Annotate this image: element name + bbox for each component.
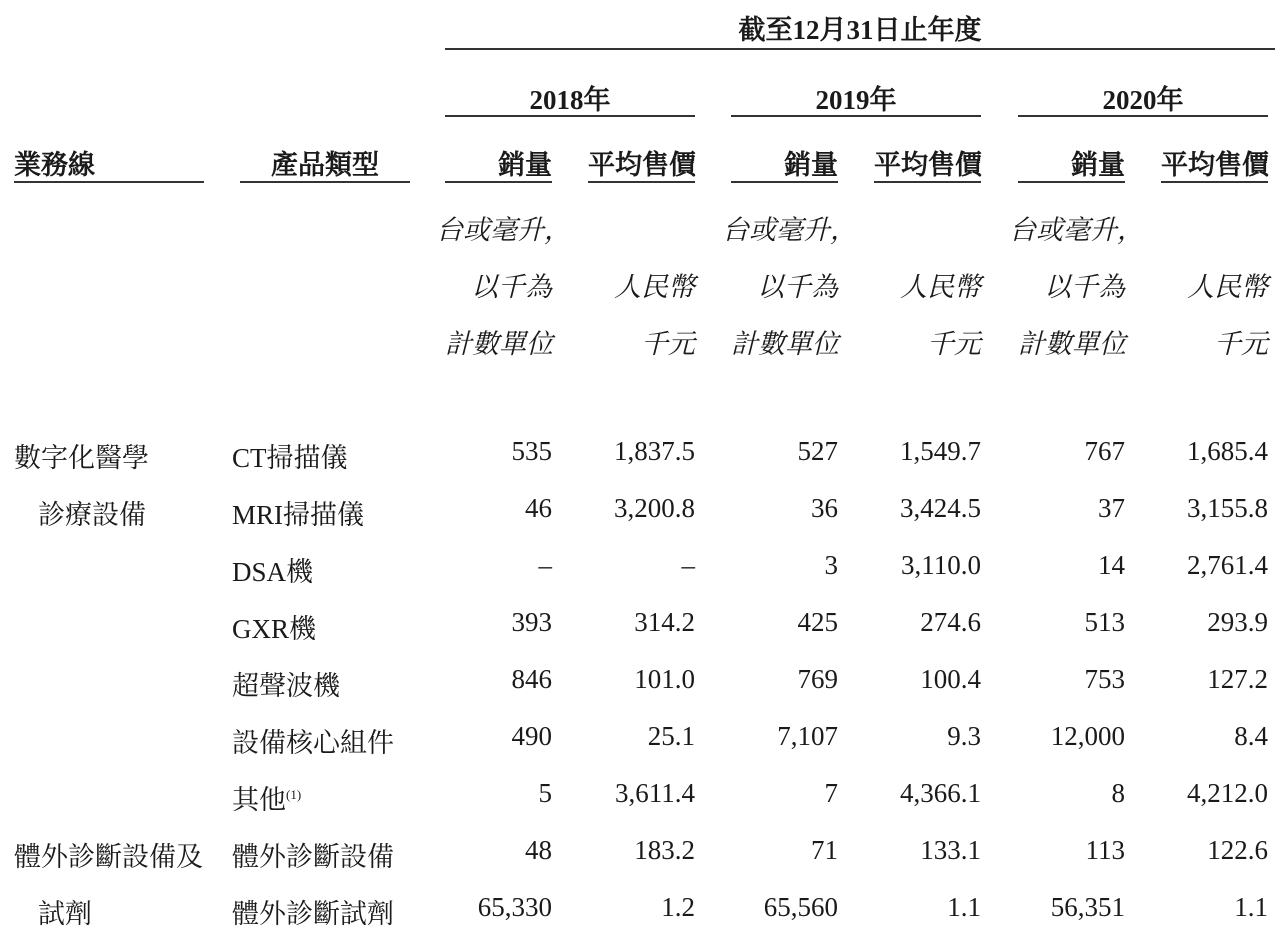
cell-price-2020: 1,685.4 — [1187, 436, 1268, 466]
price-unit-line1: 人民幣 — [614, 272, 695, 302]
cell-volume-2019: 769 — [797, 664, 838, 694]
cell-price-2020: 293.9 — [1207, 607, 1268, 637]
period-underline — [445, 48, 1275, 50]
cell-price-2020: 8.4 — [1234, 721, 1268, 751]
volume-unit-line3: 計數單位 — [445, 329, 553, 359]
cell-volume-2019: 65,560 — [763, 892, 838, 922]
cell-volume-2020: 12,000 — [1050, 721, 1125, 751]
cell-volume-2020: 767 — [1084, 436, 1125, 466]
product-type-underline — [240, 181, 410, 183]
business-line-label: 體外診斷設備及 — [14, 842, 203, 872]
col-underline — [445, 181, 552, 183]
cell-volume-2018: 5 — [538, 778, 552, 808]
year-2018-header: 2018年 — [529, 85, 611, 115]
cell-price-2018: 1.2 — [661, 892, 695, 922]
product-type-header: 產品類型 — [271, 150, 379, 180]
product-type-label — [232, 721, 394, 760]
cell-volume-2019: 425 — [797, 607, 838, 637]
cell-price-2018: 25.1 — [647, 721, 695, 751]
cell-volume-2018: 535 — [511, 436, 552, 466]
product-name: GXR機 — [232, 614, 317, 644]
cell-price-2018: 3,200.8 — [614, 493, 695, 523]
product-name: 設備核心組件 — [232, 728, 394, 758]
cell-volume-2018: – — [538, 550, 552, 580]
col-underline — [874, 181, 981, 183]
cell-volume-2018: 393 — [511, 607, 552, 637]
cell-price-2019: 4,366.1 — [900, 778, 981, 808]
product-type-label — [232, 550, 313, 589]
cell-price-2020: 4,212.0 — [1187, 778, 1268, 808]
product-type-label — [232, 664, 340, 703]
cell-volume-2020: 37 — [1098, 493, 1125, 523]
cell-price-2019: 133.1 — [920, 835, 981, 865]
col-volume-2020-header: 銷量 — [1071, 150, 1125, 180]
footnote-marker: (1) — [286, 787, 302, 802]
col-price-2020-header: 平均售價 — [1161, 150, 1269, 180]
cell-volume-2019: 71 — [811, 835, 838, 865]
product-name: 其他 — [232, 785, 286, 815]
product-name: 體外診斷試劑 — [232, 899, 394, 929]
cell-volume-2020: 56,351 — [1050, 892, 1125, 922]
col-price-2019-header: 平均售價 — [874, 150, 982, 180]
cell-price-2019: 3,424.5 — [900, 493, 981, 523]
year-2020-header: 2020年 — [1102, 85, 1184, 115]
cell-price-2018: 183.2 — [634, 835, 695, 865]
cell-price-2018: – — [681, 550, 695, 580]
business-line-label: 診療設備 — [38, 500, 146, 530]
cell-price-2019: 100.4 — [920, 664, 981, 694]
cell-volume-2019: 527 — [797, 436, 838, 466]
product-name: DSA機 — [232, 557, 314, 587]
product-name: 超聲波機 — [232, 671, 340, 701]
business-line-header: 業務線 — [14, 150, 95, 180]
volume-unit-line2: 以千為 — [1044, 272, 1125, 302]
cell-volume-2018: 46 — [525, 493, 552, 523]
volume-unit-line2: 以千為 — [757, 272, 838, 302]
col-volume-2019-header: 銷量 — [784, 150, 838, 180]
volume-unit-line2: 以千為 — [471, 272, 552, 302]
business-line-label: 試劑 — [38, 899, 92, 929]
price-unit-line2: 千元 — [927, 329, 981, 359]
product-name: MRI掃描儀 — [232, 500, 365, 530]
cell-volume-2018: 846 — [511, 664, 552, 694]
volume-unit-line3: 計數單位 — [1018, 329, 1126, 359]
price-unit-line1: 人民幣 — [1187, 272, 1268, 302]
col-underline — [1018, 181, 1125, 183]
price-unit-line2: 千元 — [641, 329, 695, 359]
year-2020-underline — [1018, 115, 1268, 117]
cell-price-2019: 274.6 — [920, 607, 981, 637]
col-underline — [731, 181, 838, 183]
volume-unit-line1: 台或毫升， — [436, 215, 571, 245]
cell-price-2019: 9.3 — [947, 721, 981, 751]
cell-volume-2019: 36 — [811, 493, 838, 523]
business-line-label: 數字化醫學 — [14, 443, 149, 473]
product-type-label — [232, 892, 394, 931]
cell-price-2019: 1,549.7 — [900, 436, 981, 466]
product-name: CT掃描儀 — [232, 443, 348, 473]
year-2019-header: 2019年 — [815, 85, 897, 115]
cell-price-2019: 1.1 — [947, 892, 981, 922]
cell-price-2018: 1,837.5 — [614, 436, 695, 466]
year-2019-underline — [731, 115, 981, 117]
period-header: 截至12月31日止年度 — [738, 15, 982, 45]
cell-price-2020: 127.2 — [1207, 664, 1268, 694]
volume-unit-line1: 台或毫升， — [1009, 215, 1144, 245]
col-underline — [1161, 181, 1268, 183]
product-type-label — [232, 607, 316, 646]
product-name: 體外診斷設備 — [232, 842, 394, 872]
col-price-2018-header: 平均售價 — [588, 150, 696, 180]
cell-volume-2019: 7,107 — [777, 721, 838, 751]
cell-volume-2020: 113 — [1085, 835, 1125, 865]
year-2018-underline — [445, 115, 695, 117]
cell-volume-2020: 8 — [1111, 778, 1125, 808]
cell-volume-2019: 7 — [824, 778, 838, 808]
cell-price-2020: 2,761.4 — [1187, 550, 1268, 580]
cell-price-2018: 101.0 — [634, 664, 695, 694]
cell-price-2020: 3,155.8 — [1187, 493, 1268, 523]
cell-volume-2019: 3 — [824, 550, 838, 580]
product-type-label — [232, 493, 364, 532]
cell-volume-2020: 14 — [1098, 550, 1125, 580]
cell-volume-2018: 490 — [511, 721, 552, 751]
product-type-label — [232, 778, 301, 817]
cell-volume-2020: 513 — [1084, 607, 1125, 637]
cell-volume-2020: 753 — [1084, 664, 1125, 694]
cell-price-2020: 1.1 — [1234, 892, 1268, 922]
product-type-label — [232, 436, 348, 475]
product-type-label — [232, 835, 394, 874]
volume-unit-line3: 計數單位 — [731, 329, 839, 359]
price-unit-line1: 人民幣 — [900, 272, 981, 302]
col-volume-2018-header: 銷量 — [498, 150, 552, 180]
cell-volume-2018: 65,330 — [477, 892, 552, 922]
cell-price-2018: 314.2 — [634, 607, 695, 637]
price-unit-line2: 千元 — [1214, 329, 1268, 359]
col-underline — [588, 181, 695, 183]
cell-price-2020: 122.6 — [1207, 835, 1268, 865]
volume-unit-line1: 台或毫升， — [722, 215, 857, 245]
cell-volume-2018: 48 — [525, 835, 552, 865]
cell-price-2019: 3,110.0 — [901, 550, 981, 580]
business-line-underline — [14, 181, 204, 183]
cell-price-2018: 3,611.4 — [615, 778, 695, 808]
